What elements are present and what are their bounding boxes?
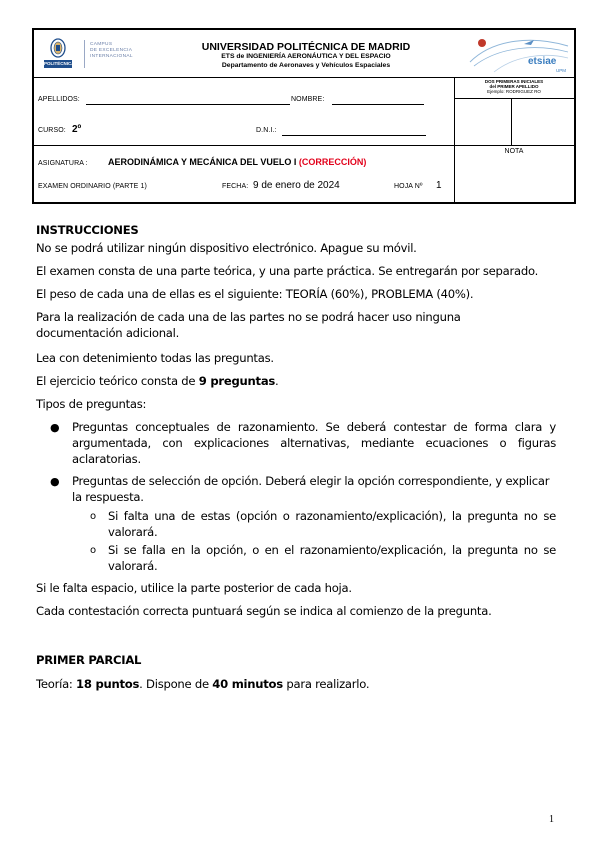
- etsiae-sub: UPM: [556, 68, 566, 73]
- row-divider-1: [34, 77, 574, 78]
- campus-excelencia-text: CAMPUS DE EXCELENCIA INTERNACIONAL: [90, 42, 133, 59]
- instruction-p8: Si le falta espacio, utilice la parte posterior de cada hoja.: [36, 581, 352, 595]
- row-divider-2: [34, 145, 454, 146]
- bullet-dot-2: ●: [50, 475, 60, 488]
- sub-bullet-text-1: Si falta una de estas (opción o razonamiento/explicación), la pregunta no se valorará.: [108, 509, 556, 539]
- exam-header: [32, 28, 576, 204]
- bullet-selection: Preguntas de selección de opción. Deberá elegir la opción correspondiente, y explicar la respuesta.: [72, 474, 550, 504]
- dni-field[interactable]: [282, 135, 426, 136]
- instruction-p6: El ejercicio teórico consta de 9 preguntas.: [36, 374, 279, 388]
- initials-title-1: DOS PRIMERAS INICIALES: [484, 79, 544, 84]
- instruction-p7: Tipos de preguntas:: [36, 397, 147, 411]
- etsiae-text: etsiae: [528, 56, 557, 67]
- instruction-p4: Para la realización de cada una de las partes no se podrá hacer uso ninguna documentación adicional.: [36, 310, 461, 340]
- department-name: Departamento de Aeronaves y Vehículos Espaciales: [221, 62, 391, 69]
- fecha-value: 9 de enero de 2024: [253, 180, 340, 191]
- logo-divider: [84, 40, 85, 68]
- asignatura-name: AERODINÁMICA Y MECÁNICA DEL VUELO I: [108, 157, 297, 167]
- asignatura-label: ASIGNATURA :: [38, 160, 88, 167]
- fecha-label: FECHA:: [222, 183, 249, 190]
- asignatura-value: [108, 157, 366, 167]
- curso-value: 2º: [72, 124, 82, 135]
- university-name: UNIVERSIDAD POLITÉCNICA DE MADRID: [201, 41, 411, 53]
- hoja-label: HOJA Nº: [394, 183, 423, 190]
- school-name: ETS de INGENIERÍA AERONÁUTICA Y DEL ESPACIO: [221, 53, 391, 60]
- initials-title-2: del PRIMER APELLIDO: [489, 84, 539, 89]
- hoja-value: 1: [436, 180, 442, 191]
- theory-time: 40 minutos: [212, 677, 283, 691]
- upm-badge: POLITÉCNICA: [44, 61, 75, 66]
- section-title: PRIMER PARCIAL: [36, 653, 142, 667]
- sub-bullet-text-2: Si se falla en la opción, o en el razonamiento/explicación, la pregunta no se valorará.: [108, 543, 556, 573]
- instruction-p5: Lea con detenimiento todas las preguntas.: [36, 351, 274, 365]
- bullet-conceptual: Preguntas conceptuales de razonamiento. Se deberá contestar de forma clara y argumentada, con explicaciones alternativas, mediante ecuaciones o figuras aclaratorias.: [72, 420, 556, 466]
- theory-points: 18 puntos: [76, 677, 140, 691]
- initials-divider: [454, 98, 574, 99]
- examen-label: EXAMEN ORDINARIO (PARTE 1): [38, 183, 147, 190]
- instruction-p3: El peso de cada una de ellas es el siguiente: TEORÍA (60%), PROBLEMA (40%).: [36, 287, 474, 301]
- question-count: 9 preguntas: [198, 374, 276, 388]
- instruction-p9: Cada contestación correcta puntuará según se indica al comienzo de la pregunta.: [36, 604, 492, 618]
- bullet-dot-1: ●: [50, 421, 60, 434]
- nota-label: NOTA: [504, 148, 524, 155]
- curso-label: CURSO:: [38, 127, 66, 134]
- correccion-note: (CORRECCIÓN): [298, 157, 367, 167]
- dni-label: D.N.I.:: [256, 127, 277, 134]
- page-number: 1: [549, 814, 554, 825]
- sub-bullet-1: o: [90, 511, 96, 522]
- etsiae-logo: [464, 32, 572, 78]
- initials-example: Ejemplo: RODRIGUEZ RO: [487, 89, 541, 94]
- nombre-field[interactable]: [332, 104, 424, 105]
- theory-info: Teoría: 18 puntos. Dispone de 40 minutos para realizarlo.: [36, 677, 370, 691]
- apellidos-field[interactable]: [86, 104, 290, 105]
- instruction-p2: El examen consta de una parte teórica, y una parte práctica. Se entregarán por separado.: [36, 264, 539, 278]
- instruction-p1: No se podrá utilizar ningún dispositivo electrónico. Apague su móvil.: [36, 241, 417, 255]
- nombre-label: NOMBRE:: [291, 96, 325, 103]
- right-column-divider: [454, 77, 455, 202]
- instructions-title: INSTRUCCIONES: [36, 223, 139, 237]
- initials-split: [511, 98, 512, 145]
- nota-divider: [454, 145, 574, 146]
- sub-bullet-2: o: [90, 545, 96, 556]
- apellidos-label: APELLIDOS:: [38, 96, 80, 103]
